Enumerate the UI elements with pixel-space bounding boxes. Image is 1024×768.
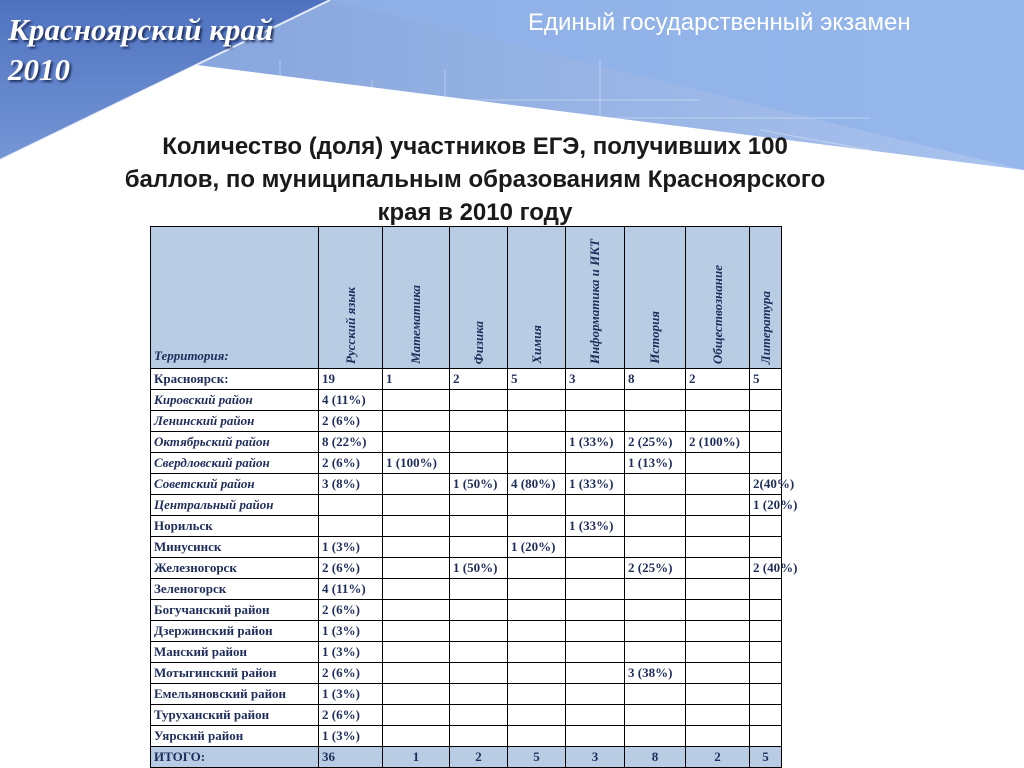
value-cell: 5 xyxy=(750,369,782,390)
territory-cell: Ленинский район xyxy=(151,411,319,432)
value-cell xyxy=(686,705,750,726)
value-cell xyxy=(508,726,566,747)
value-cell xyxy=(750,663,782,684)
value-cell xyxy=(450,390,508,411)
territory-header: Территория: xyxy=(151,227,319,369)
value-cell xyxy=(383,537,450,558)
value-cell: 1 (3%) xyxy=(319,537,383,558)
value-cell: 2 (6%) xyxy=(319,663,383,684)
total-value-cell: 36 xyxy=(319,747,383,768)
slide-heading-line: края в 2010 году xyxy=(377,199,573,226)
total-value-cell: 5 xyxy=(508,747,566,768)
value-cell xyxy=(508,621,566,642)
value-cell xyxy=(383,600,450,621)
slide-heading xyxy=(20,130,930,229)
value-cell xyxy=(450,537,508,558)
value-cell: 1 (20%) xyxy=(508,537,566,558)
value-cell xyxy=(450,495,508,516)
value-cell: 2 (6%) xyxy=(319,600,383,621)
table-row xyxy=(151,453,782,474)
value-cell xyxy=(450,621,508,642)
subject-label: Физика xyxy=(470,320,486,364)
territory-cell: Минусинск xyxy=(151,537,319,558)
value-cell xyxy=(383,621,450,642)
value-cell xyxy=(750,726,782,747)
table-row xyxy=(151,726,782,747)
table-row xyxy=(151,705,782,726)
value-cell xyxy=(566,453,625,474)
value-cell: 1 (3%) xyxy=(319,726,383,747)
value-cell: 1 (3%) xyxy=(319,621,383,642)
value-cell: 5 xyxy=(508,369,566,390)
value-cell: 2 (6%) xyxy=(319,558,383,579)
slide-heading-line: Количество (доля) участников ЕГЭ, получивших 100 xyxy=(162,133,788,160)
table-row xyxy=(151,516,782,537)
territory-cell: Свердловский район xyxy=(151,453,319,474)
subject-label: Математика xyxy=(408,285,423,364)
value-cell xyxy=(625,726,686,747)
subject-label: Обществознание xyxy=(709,264,725,364)
value-cell xyxy=(566,390,625,411)
value-cell: 1 (33%) xyxy=(566,474,625,495)
value-cell xyxy=(508,411,566,432)
exam-title: Единый государственный экзамен xyxy=(528,9,911,36)
value-cell xyxy=(383,663,450,684)
value-cell xyxy=(566,726,625,747)
value-cell xyxy=(625,705,686,726)
value-cell xyxy=(625,474,686,495)
table-row xyxy=(151,684,782,705)
value-cell xyxy=(686,474,750,495)
value-cell xyxy=(383,474,450,495)
table-row xyxy=(151,621,782,642)
value-cell xyxy=(625,600,686,621)
value-cell xyxy=(566,558,625,579)
value-cell xyxy=(566,600,625,621)
table-header-row xyxy=(151,227,782,369)
subject-header xyxy=(566,227,625,369)
value-cell xyxy=(750,390,782,411)
value-cell xyxy=(566,621,625,642)
value-cell xyxy=(383,411,450,432)
subject-header xyxy=(750,227,782,369)
value-cell: 4 (11%) xyxy=(319,390,383,411)
value-cell xyxy=(625,621,686,642)
territory-cell: Кировский район xyxy=(151,390,319,411)
value-cell xyxy=(625,642,686,663)
value-cell xyxy=(450,516,508,537)
value-cell xyxy=(383,495,450,516)
value-cell xyxy=(508,663,566,684)
territory-cell: Норильск xyxy=(151,516,319,537)
table-body xyxy=(151,369,798,768)
value-cell: 3 (8%) xyxy=(319,474,383,495)
subject-header xyxy=(625,227,686,369)
value-cell: 4 (11%) xyxy=(319,579,383,600)
subject-header xyxy=(508,227,566,369)
value-cell xyxy=(566,537,625,558)
value-cell: 2(40%) xyxy=(750,474,782,495)
value-cell xyxy=(508,495,566,516)
value-cell xyxy=(383,579,450,600)
table-row xyxy=(151,432,782,453)
value-cell xyxy=(383,642,450,663)
value-cell: 8 xyxy=(625,369,686,390)
value-cell xyxy=(319,495,383,516)
value-cell xyxy=(686,390,750,411)
value-cell xyxy=(750,705,782,726)
value-cell xyxy=(686,579,750,600)
value-cell: 2 (6%) xyxy=(319,411,383,432)
value-cell: 2 xyxy=(686,369,750,390)
value-cell: 3 (38%) xyxy=(625,663,686,684)
value-cell xyxy=(508,684,566,705)
value-cell xyxy=(686,621,750,642)
value-cell xyxy=(625,411,686,432)
value-cell: 2 (25%) xyxy=(625,558,686,579)
value-cell: 2 (6%) xyxy=(319,453,383,474)
value-cell xyxy=(686,600,750,621)
value-cell xyxy=(625,537,686,558)
value-cell xyxy=(686,453,750,474)
value-cell xyxy=(686,642,750,663)
total-value-cell: 1 xyxy=(383,747,450,768)
value-cell xyxy=(319,516,383,537)
value-cell xyxy=(686,495,750,516)
territory-cell: Железногорск xyxy=(151,558,319,579)
value-cell xyxy=(750,642,782,663)
value-cell xyxy=(686,558,750,579)
value-cell xyxy=(566,579,625,600)
table-row xyxy=(151,579,782,600)
region-title xyxy=(8,10,273,90)
value-cell xyxy=(686,663,750,684)
value-cell xyxy=(450,600,508,621)
territory-cell: Богучанский район xyxy=(151,600,319,621)
total-value-cell: 8 xyxy=(625,747,686,768)
value-cell xyxy=(450,432,508,453)
value-cell xyxy=(625,495,686,516)
value-cell xyxy=(450,642,508,663)
value-cell xyxy=(750,684,782,705)
value-cell: 1 (100%) xyxy=(383,453,450,474)
value-cell xyxy=(508,579,566,600)
table-row xyxy=(151,369,782,390)
region-title-year: 2010 xyxy=(8,52,70,87)
value-cell xyxy=(450,663,508,684)
region-title-name: Красноярский край xyxy=(8,12,274,47)
value-cell: 1 (3%) xyxy=(319,642,383,663)
total-value-cell: 3 xyxy=(566,747,625,768)
value-cell: 1 (50%) xyxy=(450,474,508,495)
value-cell: 2 (25%) xyxy=(625,432,686,453)
value-cell: 1 (3%) xyxy=(319,684,383,705)
territory-cell: Уярский район xyxy=(151,726,319,747)
territory-cell: Туруханский район xyxy=(151,705,319,726)
value-cell xyxy=(450,453,508,474)
value-cell xyxy=(625,516,686,537)
table-row xyxy=(151,390,782,411)
value-cell: 2 (100%) xyxy=(686,432,750,453)
value-cell xyxy=(383,558,450,579)
total-value-cell: 2 xyxy=(450,747,508,768)
table-row xyxy=(151,495,782,516)
total-row xyxy=(151,747,782,768)
value-cell xyxy=(566,495,625,516)
slide-heading-line: баллов, по муниципальным образованиям Красноярского xyxy=(124,166,826,193)
subject-label: История xyxy=(647,311,662,364)
table-row xyxy=(151,600,782,621)
value-cell xyxy=(508,642,566,663)
value-cell: 2 xyxy=(450,369,508,390)
value-cell xyxy=(625,684,686,705)
subject-header xyxy=(319,227,383,369)
value-cell xyxy=(450,705,508,726)
total-label: ИТОГО: xyxy=(151,747,319,768)
value-cell: 4 (80%) xyxy=(508,474,566,495)
value-cell xyxy=(686,516,750,537)
value-cell xyxy=(450,726,508,747)
value-cell xyxy=(566,684,625,705)
value-cell xyxy=(566,411,625,432)
value-cell xyxy=(508,600,566,621)
value-cell: 1 (33%) xyxy=(566,516,625,537)
value-cell xyxy=(450,684,508,705)
value-cell xyxy=(750,579,782,600)
value-cell: 2 (6%) xyxy=(319,705,383,726)
value-cell xyxy=(750,411,782,432)
territory-cell: Емельяновский район xyxy=(151,684,319,705)
table-row xyxy=(151,474,782,495)
value-cell xyxy=(383,726,450,747)
subject-label: Русский язык xyxy=(342,287,358,364)
table-row xyxy=(151,537,782,558)
value-cell xyxy=(383,516,450,537)
territory-cell: Дзержинский район xyxy=(151,621,319,642)
value-cell xyxy=(750,537,782,558)
value-cell xyxy=(566,705,625,726)
subject-header xyxy=(686,227,750,369)
value-cell xyxy=(750,600,782,621)
value-cell xyxy=(508,453,566,474)
value-cell xyxy=(686,537,750,558)
value-cell xyxy=(383,705,450,726)
value-cell: 8 (22%) xyxy=(319,432,383,453)
territory-cell: Манский район xyxy=(151,642,319,663)
value-cell xyxy=(383,684,450,705)
territory-cell: Мотыгинский район xyxy=(151,663,319,684)
value-cell xyxy=(450,579,508,600)
subject-label: Информатика и ИКТ xyxy=(587,238,602,364)
value-cell xyxy=(750,621,782,642)
value-cell xyxy=(508,558,566,579)
results-table xyxy=(150,226,798,768)
value-cell xyxy=(383,432,450,453)
value-cell xyxy=(508,432,566,453)
value-cell xyxy=(566,642,625,663)
value-cell xyxy=(566,663,625,684)
subject-header xyxy=(383,227,450,369)
territory-cell: Красноярск: xyxy=(151,369,319,390)
subject-label: Литература xyxy=(757,290,773,364)
value-cell xyxy=(450,411,508,432)
value-cell: 1 (33%) xyxy=(566,432,625,453)
value-cell: 3 xyxy=(566,369,625,390)
value-cell xyxy=(383,390,450,411)
table-row xyxy=(151,663,782,684)
value-cell xyxy=(508,516,566,537)
value-cell xyxy=(625,390,686,411)
value-cell xyxy=(625,579,686,600)
value-cell xyxy=(508,705,566,726)
value-cell: 1 (20%) xyxy=(750,495,782,516)
value-cell xyxy=(686,726,750,747)
value-cell: 1 (13%) xyxy=(625,453,686,474)
territory-cell: Октябрьский район xyxy=(151,432,319,453)
total-value-cell: 5 xyxy=(750,747,782,768)
territory-cell: Советский район xyxy=(151,474,319,495)
value-cell: 1 xyxy=(383,369,450,390)
territory-cell: Зеленогорск xyxy=(151,579,319,600)
value-cell xyxy=(686,411,750,432)
value-cell xyxy=(750,516,782,537)
value-cell: 19 xyxy=(319,369,383,390)
subject-header xyxy=(450,227,508,369)
subject-label: Химия xyxy=(528,325,544,364)
territory-cell: Центральный район xyxy=(151,495,319,516)
value-cell: 2 (40%) xyxy=(750,558,782,579)
total-value-cell: 2 xyxy=(686,747,750,768)
value-cell xyxy=(508,390,566,411)
table-row xyxy=(151,411,782,432)
value-cell xyxy=(686,684,750,705)
table-row xyxy=(151,558,782,579)
value-cell xyxy=(750,432,782,453)
value-cell: 1 (50%) xyxy=(450,558,508,579)
value-cell xyxy=(750,453,782,474)
table-row xyxy=(151,642,782,663)
